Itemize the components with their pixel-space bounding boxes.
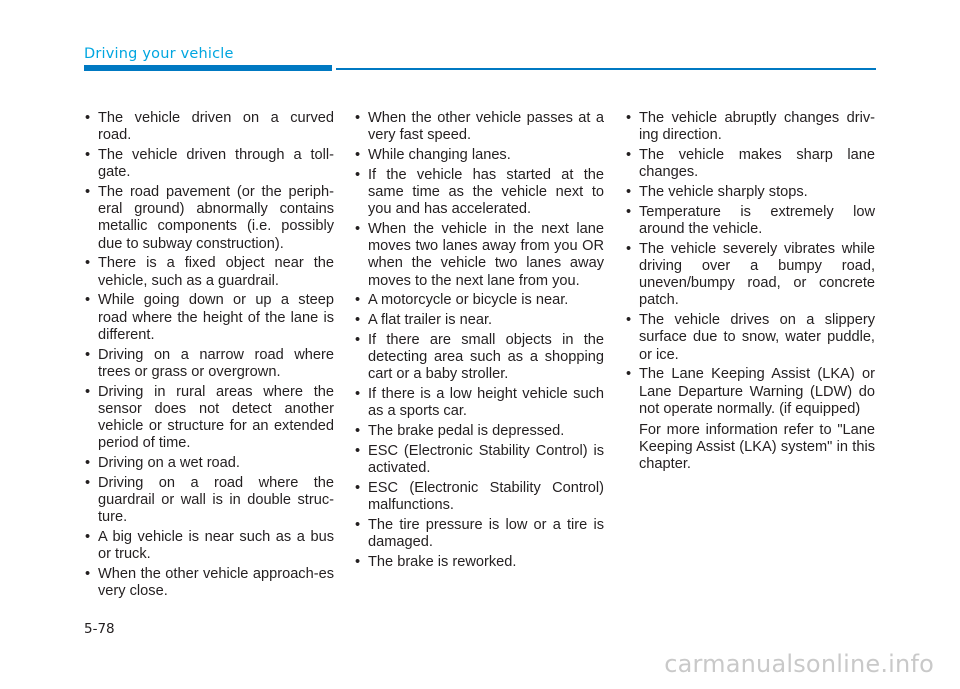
list-item-text: While going down or up a steep road where the height of the lane is different. [98, 292, 334, 343]
list-item [354, 110, 604, 144]
list-item-text: The vehicle drives on a slippery surface due to snow, water puddle, or ice. [639, 312, 875, 363]
list-item [84, 110, 334, 144]
list-item [84, 347, 334, 381]
list-item-text: Driving on a narrow road where trees or grass or overgrown. [98, 346, 334, 380]
list-item [354, 517, 604, 551]
list-item [84, 147, 334, 181]
bullet-icon: • [355, 221, 361, 237]
bullet-icon: • [355, 147, 361, 163]
list-item-text: If there is a low height vehicle such as a sports car. [368, 386, 604, 420]
list-item-text: The brake is reworked. [368, 554, 517, 570]
bullet-icon: • [626, 203, 632, 220]
list-item [84, 255, 334, 289]
list-item-text: ESC (Electronic Stability Control) is activated. [368, 443, 604, 477]
bullet-icon: • [85, 566, 91, 583]
list-item [84, 292, 334, 344]
page-number: 5-78 [84, 621, 115, 637]
bullet-icon: • [85, 455, 91, 472]
list-item [354, 423, 604, 440]
list-item-text: The vehicle sharply stops. [639, 184, 808, 200]
bullet-icon: • [355, 332, 361, 348]
list-item [625, 204, 875, 238]
list-item [625, 312, 875, 364]
column-3 [625, 110, 875, 474]
bullet-icon: • [355, 480, 361, 496]
bullet-icon: • [626, 147, 632, 163]
bullet-icon: • [85, 110, 91, 126]
list-item-text: When the other vehicle approach-es very close. [98, 566, 334, 600]
list-item-text: Driving on a road where the guardrail or wall is in double struc-ture. [98, 474, 334, 526]
list-item-text: The road pavement (or the periph-eral ground) abnormally contains metallic components (i.e. possibly due to subway construction). [98, 184, 334, 252]
bullet-icon: • [85, 292, 91, 309]
bullet-icon: • [85, 184, 91, 200]
header-rule-accent [84, 65, 332, 71]
bullet-icon: • [85, 474, 91, 491]
bullet-icon: • [355, 292, 361, 309]
column-3-list [625, 110, 875, 418]
bullet-icon: • [355, 423, 361, 440]
list-item [354, 332, 604, 384]
bullet-icon: • [85, 147, 91, 163]
reference-note: For more information refer to "Lane Keeping Assist (LKA) system" in this chapter. [639, 422, 875, 473]
bullet-icon: • [355, 554, 361, 570]
list-item [84, 529, 334, 563]
list-item [625, 366, 875, 418]
list-item [625, 147, 875, 181]
list-item-text: The brake pedal is depressed. [368, 423, 565, 440]
bullet-icon: • [355, 517, 361, 533]
list-item-text: Driving on a wet road. [98, 455, 240, 472]
list-item [625, 184, 875, 201]
list-item [625, 241, 875, 310]
list-item-text: A motorcycle or bicycle is near. [368, 292, 569, 309]
list-item-text: The vehicle driven on a curved road. [98, 110, 334, 144]
bullet-icon: • [355, 110, 361, 126]
column-1 [84, 110, 334, 603]
list-item [354, 312, 604, 329]
list-item [354, 554, 604, 571]
list-item-text: The Lane Keeping Assist (LKA) or Lane Departure Warning (LDW) do not operate normally. (if equipped) [639, 366, 875, 417]
list-item [84, 384, 334, 453]
bullet-icon: • [626, 366, 632, 383]
bullet-icon: • [626, 240, 632, 257]
list-item [354, 167, 604, 219]
bullet-icon: • [355, 443, 361, 459]
list-item-text: There is a fixed object near the vehicle, such as a guardrail. [98, 255, 334, 289]
bullet-icon: • [626, 110, 632, 126]
bullet-icon: • [355, 386, 361, 403]
list-item [354, 386, 604, 420]
list-item [354, 443, 604, 477]
list-item-text: If there are small objects in the detecting area such as a shopping cart or a baby stroller. [368, 332, 604, 383]
list-item [84, 475, 334, 527]
list-item-text: When the vehicle in the next lane moves two lanes away from you OR when the vehicle two lanes away moves to the next lane from you. [368, 221, 604, 289]
section-title: Driving your vehicle [84, 46, 234, 62]
list-item-text: When the other vehicle passes at a very fast speed. [368, 110, 604, 144]
list-item [354, 147, 604, 164]
watermark: carmanualsonline.info [664, 650, 934, 678]
list-item-text: The vehicle severely vibrates while driving over a bumpy road, uneven/bumpy road, or concrete patch. [639, 240, 875, 309]
list-item-text: While changing lanes. [368, 147, 511, 163]
list-item-text: A flat trailer is near. [368, 312, 493, 329]
list-item [84, 184, 334, 253]
header-rule-line [336, 68, 876, 70]
list-item [84, 566, 334, 600]
list-item [354, 292, 604, 309]
list-item-text: Temperature is extremely low around the vehicle. [639, 203, 875, 237]
bullet-icon: • [85, 383, 91, 400]
bullet-icon: • [626, 184, 632, 200]
list-item [625, 110, 875, 144]
bullet-icon: • [355, 166, 361, 183]
list-item [354, 480, 604, 514]
list-item-text: Driving in rural areas where the sensor does not detect another vehicle or structure for an extended period of time. [98, 383, 334, 452]
list-item-text: The vehicle abruptly changes driv-ing direction. [639, 110, 875, 144]
bullet-icon: • [85, 529, 91, 546]
list-item-text: If the vehicle has started at the same time as the vehicle next to you and has accelerated. [368, 166, 604, 218]
list-item-text: The vehicle makes sharp lane changes. [639, 147, 875, 181]
bullet-icon: • [626, 312, 632, 329]
bullet-icon: • [355, 312, 361, 329]
bullet-icon: • [85, 346, 91, 363]
list-item-text: The tire pressure is low or a tire is damaged. [368, 517, 604, 551]
column-2 [354, 110, 604, 574]
bullet-icon: • [85, 255, 91, 272]
list-item [354, 221, 604, 290]
list-item-text: ESC (Electronic Stability Control) malfunctions. [368, 480, 604, 514]
list-item-text: The vehicle driven through a toll-gate. [98, 147, 334, 181]
list-item-text: A big vehicle is near such as a bus or truck. [98, 529, 334, 563]
list-item [84, 455, 334, 472]
